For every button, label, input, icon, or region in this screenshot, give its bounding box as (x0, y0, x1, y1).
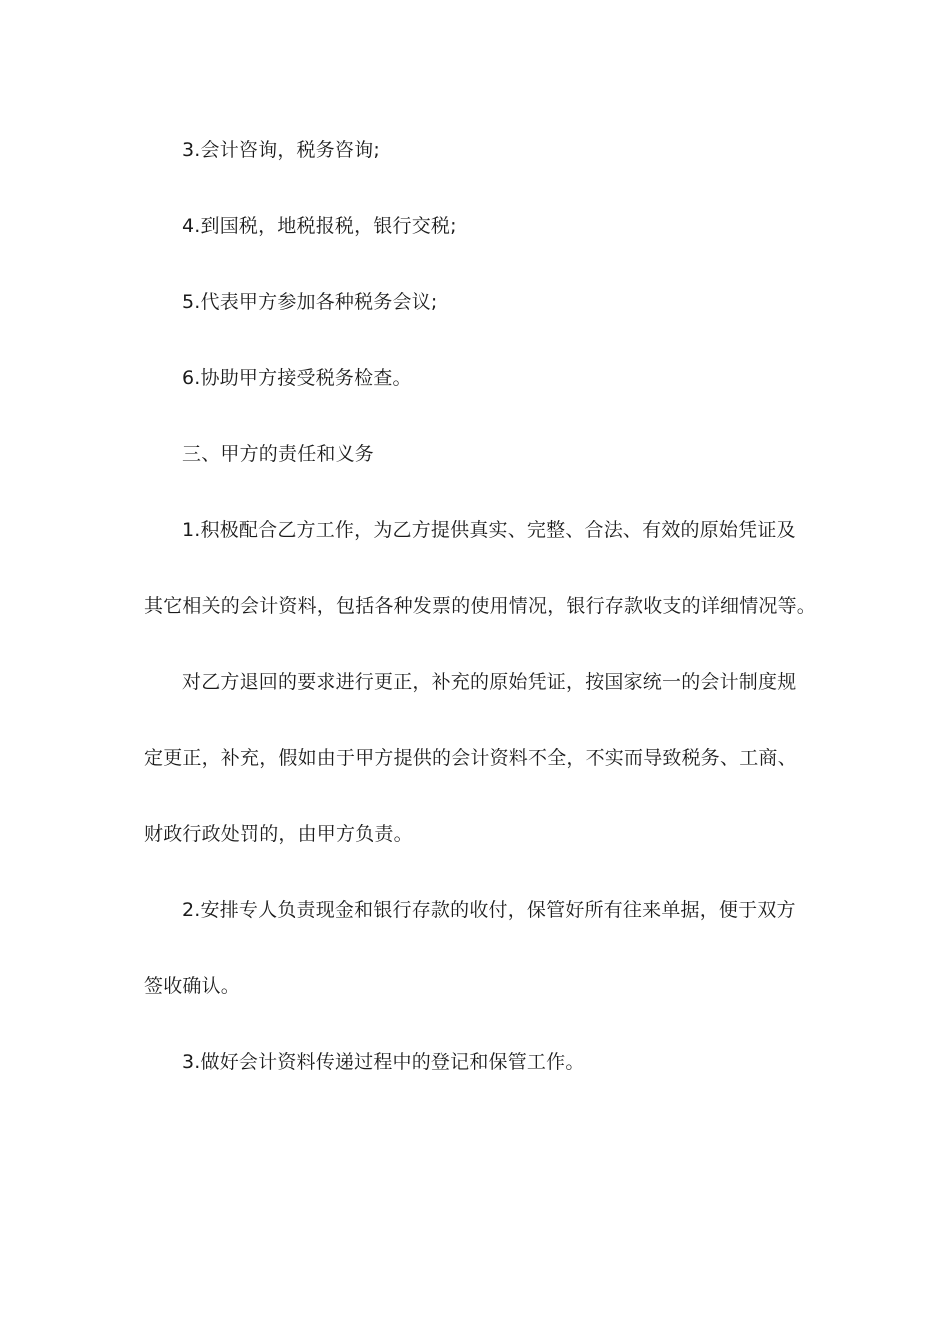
paragraph-line: 2.安排专人负责现金和银行存款的收付，保管好所有往来单据，便于双方 (182, 899, 796, 921)
paragraph-line: 对乙方退回的要求进行更正，补充的原始凭证，按国家统一的会计制度规 (182, 671, 797, 693)
paragraph-line: 定更正，补充，假如由于甲方提供的会计资料不全，不实而导致税务、工商、 (144, 747, 797, 769)
paragraph-line: 5.代表甲方参加各种税务会议; (182, 291, 438, 313)
paragraph-line: 1.积极配合乙方工作，为乙方提供真实、完整、合法、有效的原始凭证及 (182, 519, 796, 541)
paragraph-line: 4.到国税，地税报税，银行交税; (182, 215, 457, 237)
section-heading: 三、甲方的责任和义务 (182, 443, 375, 465)
paragraph-line: 财政行政处罚的，由甲方负责。 (144, 823, 413, 845)
paragraph-line: 签收确认。 (144, 975, 241, 997)
paragraph-line: 6.协助甲方接受税务检查。 (182, 367, 412, 389)
paragraph-line: 3.会计咨询，税务咨询; (182, 139, 380, 161)
paragraph-line: 其它相关的会计资料，包括各种发票的使用情况，银行存款收支的详细情况等。 (144, 595, 817, 617)
paragraph-line: 3.做好会计资料传递过程中的登记和保管工作。 (182, 1051, 585, 1073)
